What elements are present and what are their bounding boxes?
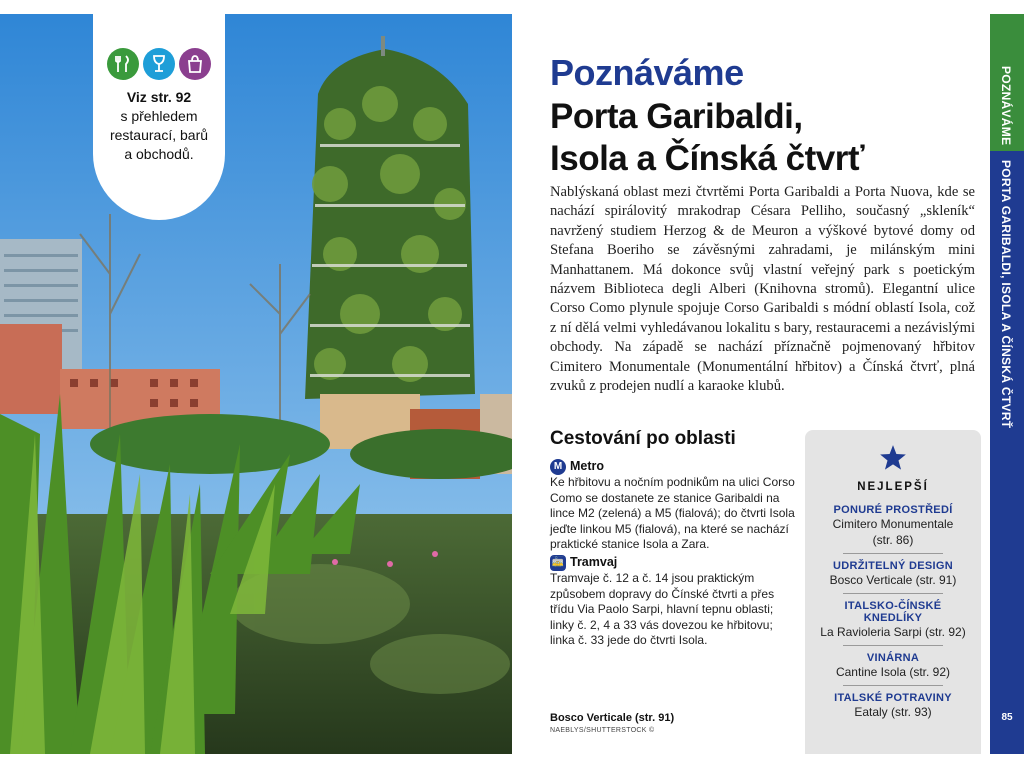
shopping-bag-icon <box>179 48 211 80</box>
photo-caption: Bosco Verticale (str. 91) <box>550 712 675 724</box>
best-item <box>815 692 971 720</box>
bar-glass-icon <box>143 48 175 80</box>
transport-section <box>550 457 795 650</box>
divider <box>843 685 943 686</box>
best-item <box>815 504 971 548</box>
bosco-verticale-photo <box>0 14 512 754</box>
metro-icon: M <box>550 459 566 475</box>
divider <box>843 645 943 646</box>
photo-illustration <box>0 14 512 754</box>
bubble-icons <box>93 48 225 80</box>
best-heading: NEJLEPŠÍ <box>857 481 929 493</box>
section-kicker: Poznáváme <box>550 52 744 93</box>
chapter-tab-label: PORTA GARIBALDI, ISOLA A ČÍNSKÁ ČTVRŤ <box>999 160 1013 429</box>
section-tab-label: POZNÁVÁME <box>999 66 1013 146</box>
transport-heading: Cestování po oblasti <box>550 428 736 449</box>
bubble-ref[interactable]: Viz str. 92 <box>126 89 192 105</box>
page-number: 85 <box>1001 712 1013 723</box>
tram-label: Tramvaj <box>570 555 618 570</box>
best-item <box>815 652 971 680</box>
photo-credit: NAEBLYS/SHUTTERSTOCK © <box>550 727 655 734</box>
best-category: UDRŽITELNÝ DESIGN <box>833 560 953 572</box>
bubble-text <box>93 88 225 164</box>
best-value[interactable]: Bosco Verticale (str. 91) <box>829 573 957 587</box>
star-icon <box>805 444 981 477</box>
best-value[interactable]: La Ravioleria Sarpi (str. 92) <box>820 625 966 639</box>
metro-label: Metro <box>570 459 605 474</box>
divider <box>843 553 943 554</box>
best-item <box>815 560 971 588</box>
see-page-bubble <box>93 14 225 220</box>
best-category: PONURÉ PROSTŘEDÍ <box>833 504 953 516</box>
bubble-line4: a obchodů. <box>124 146 194 162</box>
tram-label-row <box>550 555 795 571</box>
divider <box>843 499 943 500</box>
tram-text: Tramvaje č. 12 a č. 14 jsou praktickým způsobem dopravy do Čínské čtvrti a přes třídu Via Paolo Sarpi, hlavní tepnu oblasti; linky č. 2, 4 a 33 vás dovezou ke hřbitovu; linka č. 33 jede do čtvrti Isola. <box>550 570 775 648</box>
divider <box>843 593 943 594</box>
best-item <box>815 600 971 640</box>
title-line-2: Isola a Čínská čtvrť <box>550 139 865 178</box>
title-line-1: Porta Garibaldi, <box>550 97 803 136</box>
best-category: ITALSKÉ POTRAVINY <box>834 692 952 704</box>
page-title <box>550 96 970 180</box>
best-value[interactable]: Cantine Isola (str. 92) <box>835 665 951 679</box>
tram-icon: 🚋 <box>550 555 566 571</box>
bubble-line2: s přehledem <box>120 108 198 124</box>
intro-paragraph: Nablýskaná oblast mezi čtvrtěmi Porta Garibaldi a Porta Nuova, kde se nachází spirálovitý mrakodrap Césara Pelliho, současný „skleník“ navržený studiem Herzog & de Meuron a výškové bytové domy od Stefana Boeriho se závěsnými zahradami, je milánským mini Manhattanem. Má dokonce svůj vlastní veřejný park s poetickým názvem Biblioteca degli Alberi (Knihovna stromů). Elegantní ulice Corso Como plynule spojuje Corso Garibaldi s módní oblastí Isola, což z ní dělá velmi vyhledávanou lokalitu s bary, restauracemi a nezávislými obchody. Na západě se nachází příznačně pojmenovaný hřbitov Cimitero Monumentale (Monumentální hřbitov) a Čínská čtvrť, plná zvuků z prodejen nudlí a karaoke klubů. <box>550 184 975 395</box>
best-value[interactable]: Cimitero Monumentale <box>832 517 954 531</box>
best-category: VINÁRNA <box>866 652 920 664</box>
bubble-line3: restaurací, barů <box>109 127 209 143</box>
metro-label-row <box>550 459 795 475</box>
best-category: ITALSKO-ČÍNSKÉ KNEDLÍKY <box>844 600 942 624</box>
best-value-page: (str. 86) <box>872 533 914 547</box>
restaurant-icon <box>107 48 139 80</box>
metro-text: Ke hřbitovu a nočním podnikům na ulici Corso Como se dostanete ze stanice Garibaldi na lince M2 (zelená) a M5 (fialová); do čtvrti Isola jeďte linkou M5 (fialová), na které se nachází praktické stanice Isola a Zara. <box>550 475 795 552</box>
best-value[interactable]: Eataly (str. 93) <box>854 705 932 719</box>
best-box <box>805 430 981 754</box>
